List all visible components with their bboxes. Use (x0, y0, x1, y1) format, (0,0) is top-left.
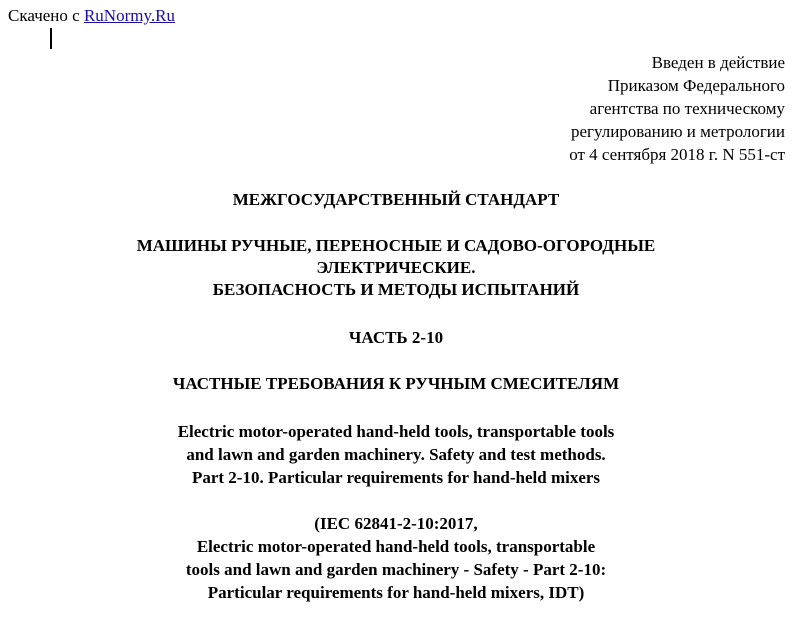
source-prefix: Скачено с (8, 6, 84, 25)
source-line (8, 6, 175, 26)
text-cursor (50, 28, 52, 49)
iec-reference-line: Electric motor-operated hand-held tools, transportable (196, 537, 596, 556)
english-title-line: Electric motor-operated hand-held tools, transportable tools (177, 422, 615, 441)
iec-reference-line: (IEC 62841-2-10:2017, (314, 514, 478, 533)
standard-type-heading (0, 189, 792, 211)
enactment-line: регулированию и метрологии (570, 122, 785, 141)
iec-reference-line: Particular requirements for hand-held mixers, IDT) (207, 583, 585, 602)
russian-title (0, 235, 792, 301)
russian-subtitle (0, 373, 792, 395)
english-title-line: and lawn and garden machinery. Safety and test methods. (186, 445, 606, 464)
english-title-line: Part 2-10. Particular requirements for hand-held mixers (191, 468, 601, 487)
part-text: ЧАСТЬ 2-10 (348, 328, 444, 347)
iec-reference-line: tools and lawn and garden machinery - Safety - Part 2-10: (185, 560, 607, 579)
russian-title-line: БЕЗОПАСНОСТЬ И МЕТОДЫ ИСПЫТАНИЙ (212, 280, 580, 299)
english-title (0, 420, 792, 489)
enactment-note (569, 51, 785, 166)
iec-reference (0, 512, 792, 604)
part-heading (0, 327, 792, 349)
enactment-line: агентства по техническому (589, 99, 785, 118)
russian-title-line: ЭЛЕКТРИЧЕСКИЕ. (316, 258, 476, 277)
russian-subtitle-text: ЧАСТНЫЕ ТРЕБОВАНИЯ К РУЧНЫМ СМЕСИТЕЛЯМ (172, 374, 620, 393)
enactment-line: от 4 сентября 2018 г. N 551-ст (569, 145, 785, 164)
enactment-line: Введен в действие (651, 53, 785, 72)
source-link[interactable]: RuNormy.Ru (83, 6, 175, 25)
enactment-line: Приказом Федерального (607, 76, 785, 95)
russian-title-line: МАШИНЫ РУЧНЫЕ, ПЕРЕНОСНЫЕ И САДОВО-ОГОРОДНЫЕ (136, 236, 656, 255)
standard-type-text: МЕЖГОСУДАРСТВЕННЫЙ СТАНДАРТ (232, 190, 560, 209)
